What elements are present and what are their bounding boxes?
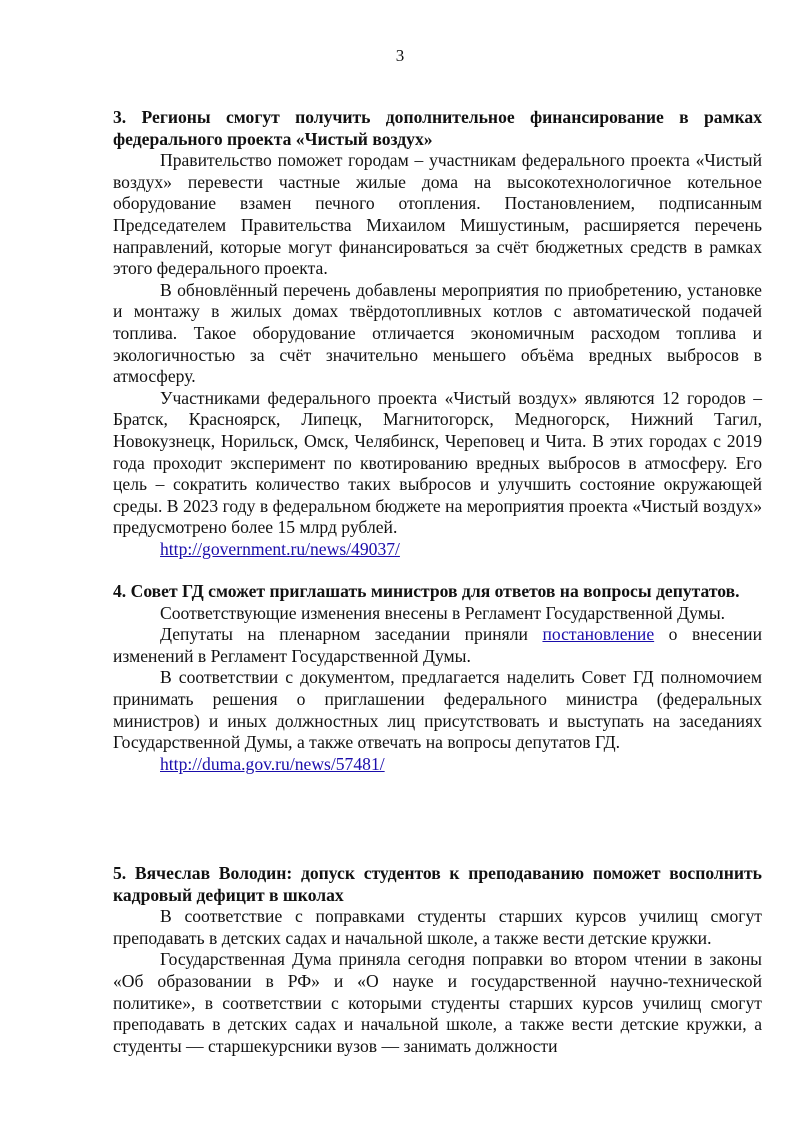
paragraph: В соответствие с поправками студенты старших курсов училищ смогут преподавать в детских садах и начальной школе, а также вести детские кружки. [113,906,762,948]
news-item-4 [113,581,762,775]
news-heading-4 [113,581,762,603]
paragraph: В соответствии с документом, предлагается наделить Совет ГД полномочием принимать решения о приглашении федерального министра (федеральных министров) и иных должностных лиц присутствовать и выступать на заседаниях Государственной Думы, а также отвечать на вопросы депутатов ГД. [113,667,762,753]
heading-title: Вячеслав Володин: допуск студентов к преподаванию поможет восполнить кадровый дефицит в школах [113,863,762,905]
paragraph-text: Депутаты на пленарном заседании приняли [160,624,543,645]
heading-number: 5. [113,863,127,883]
heading-number: 4. [113,581,127,601]
source-link-line [113,754,762,776]
heading-title: Совет ГД сможет приглашать министров для ответов на вопросы депутатов. [130,581,740,601]
paragraph: Соответствующие изменения внесены в Регламент Государственной Думы. [160,602,726,623]
paragraph: Правительство поможет городам – участникам федерального проекта «Чистый воздух» перевести частные жилые дома на высокотехнологичное котельное оборудование взамен печного отопления. Постановлением, подписанным Председателем Правительства Михаилом Мишустиным, расширяется перечень направлений, которые могут финансироваться за счёт бюджетных средств в рамках этого федерального проекта. [113,150,762,279]
resolution-link[interactable]: постановление [542,624,655,645]
news-heading-5 [113,863,762,906]
source-link[interactable]: http://duma.gov.ru/news/57481/ [160,753,385,774]
source-link-line [113,539,762,561]
paragraph: Государственная Дума приняла сегодня поправки во втором чтении в законы «Об образовании в РФ» и «О науке и государственной научно-технической политике», в соответствии с которыми студенты старших курсов училищ смогут преподавать в детских садах и начальной школе, а также вести детские кружки, а студенты — старшекурсники вузов — занимать должности [113,949,762,1056]
news-item-3 [113,107,762,560]
paragraph [113,624,762,667]
news-heading-3 [113,107,762,150]
paragraph: Участниками федерального проекта «Чистый воздух» являются 12 городов – Братск, Красноярск, Липецк, Магнитогорск, Медногорск, Нижний Тагил, Новокузнецк, Норильск, Омск, Челябинск, Череповец и Чита. В этих городах с 2019 года проходит эксперимент по квотированию вредных выбросов в атмосферу. Его цель – сократить количество таких выбросов и улучшить состояние окружающей среды. В 2023 году в федеральном бюджете на мероприятия проекта «Чистый воздух» предусмотрено более 15 млрд рублей. [113,387,762,538]
paragraph-text: о внесении изменений в Регламент Государственной Думы. [113,624,762,666]
source-link[interactable]: http://government.ru/news/49037/ [160,538,400,559]
heading-number: 3. [113,107,127,127]
heading-title: Регионы смогут получить дополнительное финансирование в рамках федерального проекта «Чистый воздух» [113,107,763,149]
page-number: 3 [395,46,405,65]
news-item-5 [113,863,762,1057]
paragraph: В обновлённый перечень добавлены мероприятия по приобретению, установке и монтажу в жилых домах твёрдотопливных котлов с автоматической подачей топлива. Такое оборудование отличается экономичным расходом топлива и экологичностью за счёт значительно меньшего объёма вредных выбросов в атмосферу. [113,279,762,387]
